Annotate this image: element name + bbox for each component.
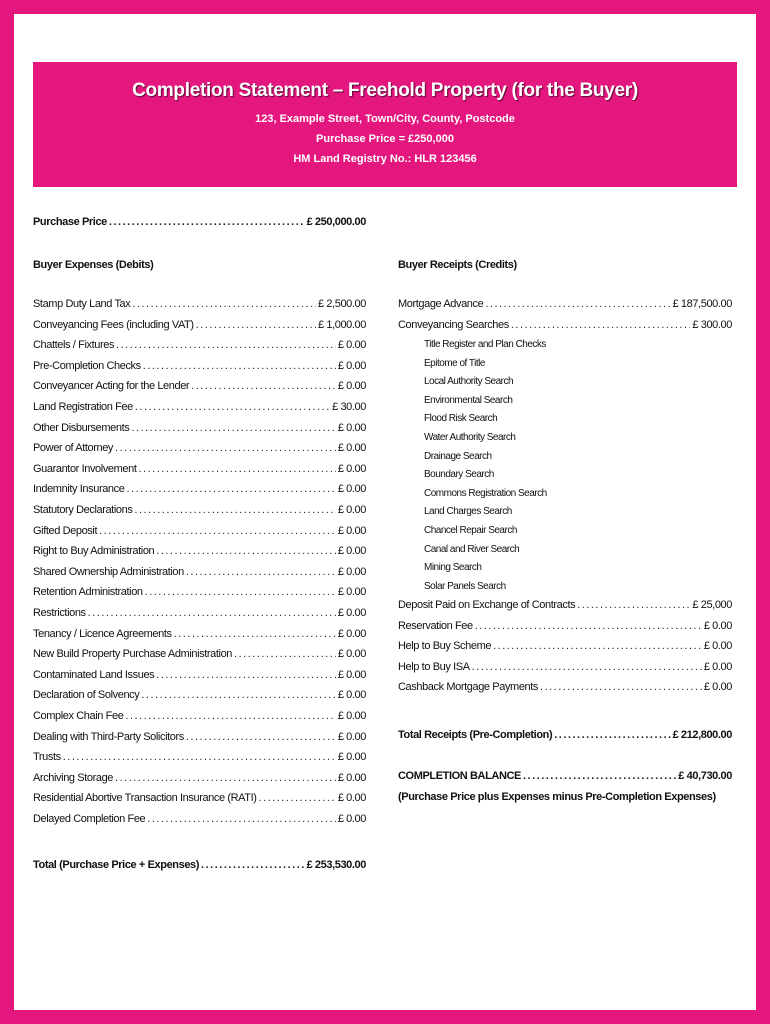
- debits-total-amount: £ 253,530.00: [306, 859, 366, 871]
- search-item: Flood Risk Search: [424, 413, 498, 425]
- leader-dots: [475, 620, 702, 632]
- credit-item: [398, 640, 732, 655]
- conveyancing-searches-row: [398, 319, 732, 334]
- credit-item: [398, 661, 732, 676]
- debit-item-label: Land Registration Fee: [33, 401, 133, 413]
- leader-dots: [577, 599, 690, 611]
- debit-item-label: Power of Attorney: [33, 442, 114, 455]
- debit-item: [33, 401, 366, 416]
- debit-item-amount: £ 0.00: [337, 792, 366, 805]
- mortgage-advance-row: [398, 298, 732, 313]
- debit-item-amount: £ 0.00: [337, 339, 366, 352]
- leader-dots: [485, 298, 670, 310]
- leader-dots: [156, 545, 336, 557]
- debit-item-amount: £ 0.00: [337, 607, 366, 619]
- debit-item-amount: £ 0.00: [337, 771, 366, 784]
- leader-dots: [186, 566, 336, 578]
- debit-item: [33, 586, 366, 601]
- debit-item: [33, 525, 366, 540]
- leader-dots: [145, 586, 336, 598]
- debit-item-amount: £ 0.00: [337, 483, 366, 496]
- debit-item-label: Conveyancer Acting for the Lender: [33, 380, 190, 393]
- leader-dots: [135, 401, 330, 413]
- mortgage-advance-label: Mortgage Advance: [398, 298, 484, 310]
- debit-item-label: Declaration of Solvency: [33, 689, 140, 702]
- leader-dots: [63, 751, 336, 763]
- mortgage-advance-amount: £ 187,500.00: [672, 298, 732, 310]
- leader-dots: [126, 483, 335, 495]
- debit-item-amount: £ 0.00: [337, 813, 366, 825]
- leader-dots: [125, 710, 335, 722]
- conveyancing-searches-amount: £ 300.00: [692, 319, 732, 331]
- debit-item: [33, 463, 366, 478]
- leader-dots: [540, 681, 702, 693]
- debit-item-label: Trusts: [33, 751, 61, 764]
- debits-total-label: Total (Purchase Price + Expenses): [33, 859, 200, 871]
- debit-item: [33, 319, 366, 334]
- leader-dots: [116, 339, 336, 351]
- debit-item-amount: £ 0.00: [337, 504, 366, 516]
- credit-item-label: Reservation Fee: [398, 619, 473, 632]
- debits-total-row: [33, 859, 366, 874]
- debit-item-amount: £ 0.00: [337, 421, 366, 434]
- debit-item-amount: £ 0.00: [337, 668, 366, 681]
- registry-number: HM Land Registry No.: HLR 123456: [293, 153, 477, 165]
- debit-item: [33, 442, 366, 457]
- purchase-price-label: Purchase Price: [33, 216, 107, 228]
- debit-item: [33, 628, 366, 643]
- search-item: Local Authority Search: [424, 376, 514, 388]
- credit-item-label: Cashback Mortgage Payments: [398, 681, 539, 694]
- leader-dots: [174, 628, 336, 640]
- leader-dots: [115, 772, 336, 784]
- credit-item: [398, 681, 732, 696]
- debit-item-label: Statutory Declarations: [33, 504, 133, 516]
- credits-total-label: Total Receipts (Pre-Completion): [398, 729, 553, 741]
- leader-dots: [143, 360, 336, 372]
- leader-dots: [88, 607, 336, 619]
- leader-dots: [523, 770, 676, 782]
- debit-item-label: Archiving Storage: [33, 771, 114, 784]
- credits-total-row: [398, 729, 732, 744]
- debits-heading: Buyer Expenses (Debits): [33, 259, 154, 271]
- debit-item-label: New Build Property Purchase Administration: [33, 648, 233, 661]
- debit-item-label: Gifted Deposit: [33, 524, 98, 537]
- debit-item-label: Retention Administration: [33, 586, 143, 599]
- search-item: Chancel Repair Search: [424, 525, 517, 536]
- search-item: Solar Panels Search: [424, 580, 506, 592]
- debit-item-amount: £ 0.00: [337, 545, 366, 558]
- document-title: Completion Statement – Freehold Property (for the Buyer): [132, 80, 638, 101]
- search-item: Title Register and Plan Checks: [424, 339, 546, 350]
- debit-item-label: Stamp Duty Land Tax: [33, 298, 131, 310]
- debit-item-amount: £ 0.00: [337, 586, 366, 599]
- credit-item-amount: £ 0.00: [703, 619, 732, 632]
- credit-item-amount: £ 0.00: [703, 660, 732, 673]
- debit-item-label: Right to Buy Administration: [33, 545, 155, 558]
- purchase-price-row: [33, 216, 366, 231]
- debit-item-amount: £ 0.00: [337, 565, 366, 578]
- debit-item-label: Conveyancing Fees (including VAT): [33, 318, 194, 331]
- debit-item-label: Guarantor Involvement: [33, 462, 137, 475]
- leader-dots: [99, 525, 336, 537]
- debit-item-amount: £ 0.00: [337, 648, 366, 661]
- completion-balance-amount: £ 40,730.00: [678, 770, 732, 782]
- credits-total-amount: £ 212,800.00: [672, 729, 732, 741]
- credit-item-label: Help to Buy ISA: [398, 660, 470, 673]
- leader-dots: [109, 216, 305, 228]
- leader-dots: [493, 640, 702, 652]
- debit-item-label: Shared Ownership Administration: [33, 565, 184, 578]
- credit-item-amount: £ 0.00: [703, 640, 732, 653]
- debit-item: [33, 689, 366, 704]
- debit-item-label: Residential Abortive Transaction Insurance (RATI): [33, 792, 257, 805]
- leader-dots: [472, 661, 702, 673]
- debit-item-amount: £ 0.00: [337, 710, 366, 722]
- debit-item: [33, 669, 366, 684]
- debit-item-label: Contaminated Land Issues: [33, 668, 155, 681]
- debit-item: [33, 813, 366, 828]
- completion-balance-note: (Purchase Price plus Expenses minus Pre-Completion Expenses): [398, 791, 716, 803]
- leader-dots: [131, 422, 335, 434]
- debit-item: [33, 298, 366, 313]
- debit-item-label: Dealing with Third-Party Solicitors: [33, 730, 184, 743]
- debit-item: [33, 504, 366, 519]
- debit-item-amount: £ 0.00: [337, 627, 366, 640]
- leader-dots: [191, 380, 336, 392]
- debit-item-amount: £ 0.00: [337, 730, 366, 743]
- search-item: Commons Registration Search: [424, 487, 547, 499]
- purchase-price-amount: £ 250,000.00: [306, 216, 366, 228]
- debit-item: [33, 751, 366, 766]
- credit-item: [398, 620, 732, 635]
- debit-item-label: Tenancy / Licence Agreements: [33, 627, 172, 640]
- leader-dots: [156, 669, 336, 681]
- search-item: Drainage Search: [424, 450, 492, 462]
- search-item: Mining Search: [424, 562, 482, 574]
- debit-item-amount: £ 0.00: [337, 442, 366, 455]
- debit-item: [33, 380, 366, 395]
- leader-dots: [259, 792, 336, 804]
- search-item: Epitome of Title: [424, 357, 485, 369]
- debit-item-amount: £ 2,500.00: [318, 298, 366, 310]
- debit-item-label: Indemnity Insurance: [33, 483, 125, 496]
- debit-item-label: Pre-Completion Checks: [33, 359, 141, 372]
- credit-item: [398, 599, 732, 614]
- credit-item-label: Deposit Paid on Exchange of Contracts: [398, 599, 576, 611]
- purchase-price-line: Purchase Price = £250,000: [316, 133, 454, 145]
- search-item: Environmental Search: [424, 394, 513, 406]
- search-item: Canal and River Search: [424, 543, 520, 555]
- debit-item-amount: £ 0.00: [337, 359, 366, 372]
- debit-item: [33, 422, 366, 437]
- conveyancing-searches-label: Conveyancing Searches: [398, 319, 509, 331]
- search-item: Boundary Search: [424, 469, 494, 481]
- completion-balance-label: COMPLETION BALANCE: [398, 770, 521, 782]
- leader-dots: [115, 442, 336, 454]
- debit-item-amount: £ 0.00: [337, 462, 366, 475]
- debit-item: [33, 731, 366, 746]
- leader-dots: [139, 463, 336, 475]
- leader-dots: [147, 813, 336, 825]
- property-address: 123, Example Street, Town/City, County, Postcode: [255, 113, 515, 125]
- leader-dots: [511, 319, 691, 331]
- debit-item-amount: £ 0.00: [337, 689, 366, 702]
- debit-item-label: Complex Chain Fee: [33, 710, 124, 722]
- debit-item-amount: £ 0.00: [337, 751, 366, 764]
- debit-item-amount: £ 30.00: [332, 401, 366, 413]
- credit-item-amount: £ 25,000: [692, 599, 732, 611]
- debit-item: [33, 648, 366, 663]
- debit-item: [33, 710, 366, 725]
- debit-item: [33, 792, 366, 807]
- debit-item-amount: £ 1,000.00: [318, 318, 366, 331]
- debit-item: [33, 360, 366, 375]
- completion-balance-row: [398, 770, 732, 785]
- credits-heading: Buyer Receipts (Credits): [398, 259, 517, 271]
- header-banner: [33, 62, 737, 187]
- completion-statement-page: [14, 14, 756, 1010]
- leader-dots: [201, 859, 305, 871]
- leader-dots: [554, 729, 670, 741]
- credit-item-amount: £ 0.00: [703, 681, 732, 694]
- debit-item-label: Delayed Completion Fee: [33, 813, 146, 825]
- search-item: Land Charges Search: [424, 506, 512, 518]
- leader-dots: [141, 689, 335, 701]
- search-item: Water Authority Search: [424, 432, 516, 443]
- debit-item-label: Chattels / Fixtures: [33, 339, 115, 352]
- leader-dots: [186, 731, 336, 743]
- debit-item-amount: £ 0.00: [337, 380, 366, 393]
- leader-dots: [234, 648, 336, 660]
- debit-item: [33, 772, 366, 787]
- leader-dots: [132, 298, 316, 310]
- debit-item: [33, 566, 366, 581]
- credit-item-label: Help to Buy Scheme: [398, 640, 492, 653]
- leader-dots: [134, 504, 335, 516]
- debit-item: [33, 545, 366, 560]
- debit-item: [33, 483, 366, 498]
- debit-item: [33, 339, 366, 354]
- debit-item-label: Other Disbursements: [33, 421, 130, 434]
- debit-item: [33, 607, 366, 622]
- debit-item-label: Restrictions: [33, 607, 86, 619]
- leader-dots: [196, 319, 316, 331]
- debit-item-amount: £ 0.00: [337, 524, 366, 537]
